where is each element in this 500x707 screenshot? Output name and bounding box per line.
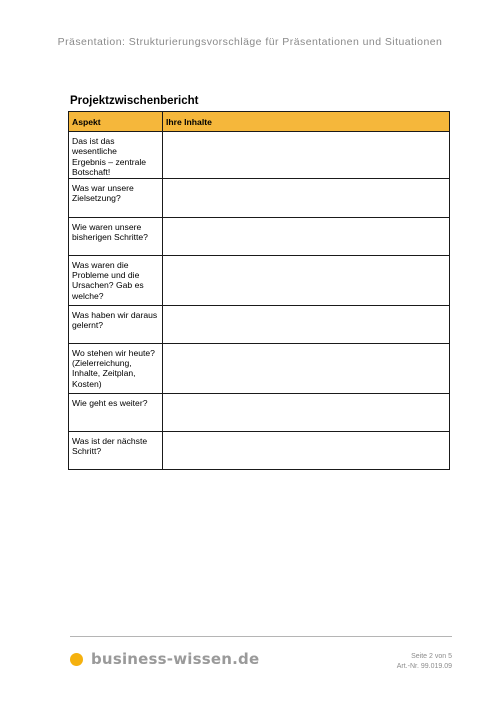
aspect-cell xyxy=(69,178,163,217)
logo-dot-icon xyxy=(70,653,83,666)
footer-divider xyxy=(70,636,452,637)
aspect-cell xyxy=(69,305,163,343)
table-row xyxy=(69,178,450,217)
document-header: Präsentation: Strukturierungsvorschläge für Präsentationen und Situationen xyxy=(57,36,443,48)
aspect-cell xyxy=(69,217,163,255)
table-row xyxy=(69,431,450,469)
page-number: Seite 2 von 5 xyxy=(411,653,452,660)
aspect-text: Was war unsere Zielsetzung? xyxy=(72,182,134,204)
page-info xyxy=(397,652,452,671)
section-title: Projektzwischenbericht xyxy=(70,95,199,107)
table-row xyxy=(69,217,450,255)
content-cell[interactable] xyxy=(163,178,450,217)
article-number: Art.-Nr. 99.019.09 xyxy=(396,662,452,670)
aspect-cell xyxy=(69,255,163,305)
column-header-content: Ihre Inhalte xyxy=(163,112,450,132)
content-cell[interactable] xyxy=(163,431,450,469)
brand-logo xyxy=(70,650,259,668)
content-cell[interactable] xyxy=(163,343,450,393)
aspect-text: Wie waren unsere bisherigen Schritte? xyxy=(72,221,148,243)
content-cell[interactable] xyxy=(163,132,450,179)
table-header-row xyxy=(69,112,450,132)
aspect-text: Wie geht es weiter? xyxy=(72,397,148,408)
aspect-text: Das ist das wesentliche Ergebnis – zentrale Botschaft! xyxy=(72,136,147,178)
aspect-cell xyxy=(69,393,163,431)
table-row xyxy=(69,132,450,179)
aspect-cell xyxy=(69,132,163,179)
table-row xyxy=(69,343,450,393)
table-row xyxy=(69,393,450,431)
aspect-cell xyxy=(69,431,163,469)
content-cell[interactable] xyxy=(163,217,450,255)
content-cell[interactable] xyxy=(163,255,450,305)
aspect-text: Wo stehen wir heute? (Zielerreichung, Inhalte, Zeitplan, Kosten) xyxy=(72,347,155,389)
aspect-cell xyxy=(69,343,163,393)
aspect-text: Was haben wir daraus gelernt? xyxy=(72,309,158,331)
column-header-aspect: Aspekt xyxy=(69,112,163,132)
report-table xyxy=(68,111,450,470)
content-cell[interactable] xyxy=(163,393,450,431)
brand-name: business-wissen.de xyxy=(91,650,260,668)
content-cell[interactable] xyxy=(163,305,450,343)
aspect-text: Was waren die Probleme und die Ursachen? Gab es welche? xyxy=(72,259,144,301)
table-row xyxy=(69,305,450,343)
aspect-text: Was ist der nächste Schritt? xyxy=(72,435,148,457)
table-row xyxy=(69,255,450,305)
